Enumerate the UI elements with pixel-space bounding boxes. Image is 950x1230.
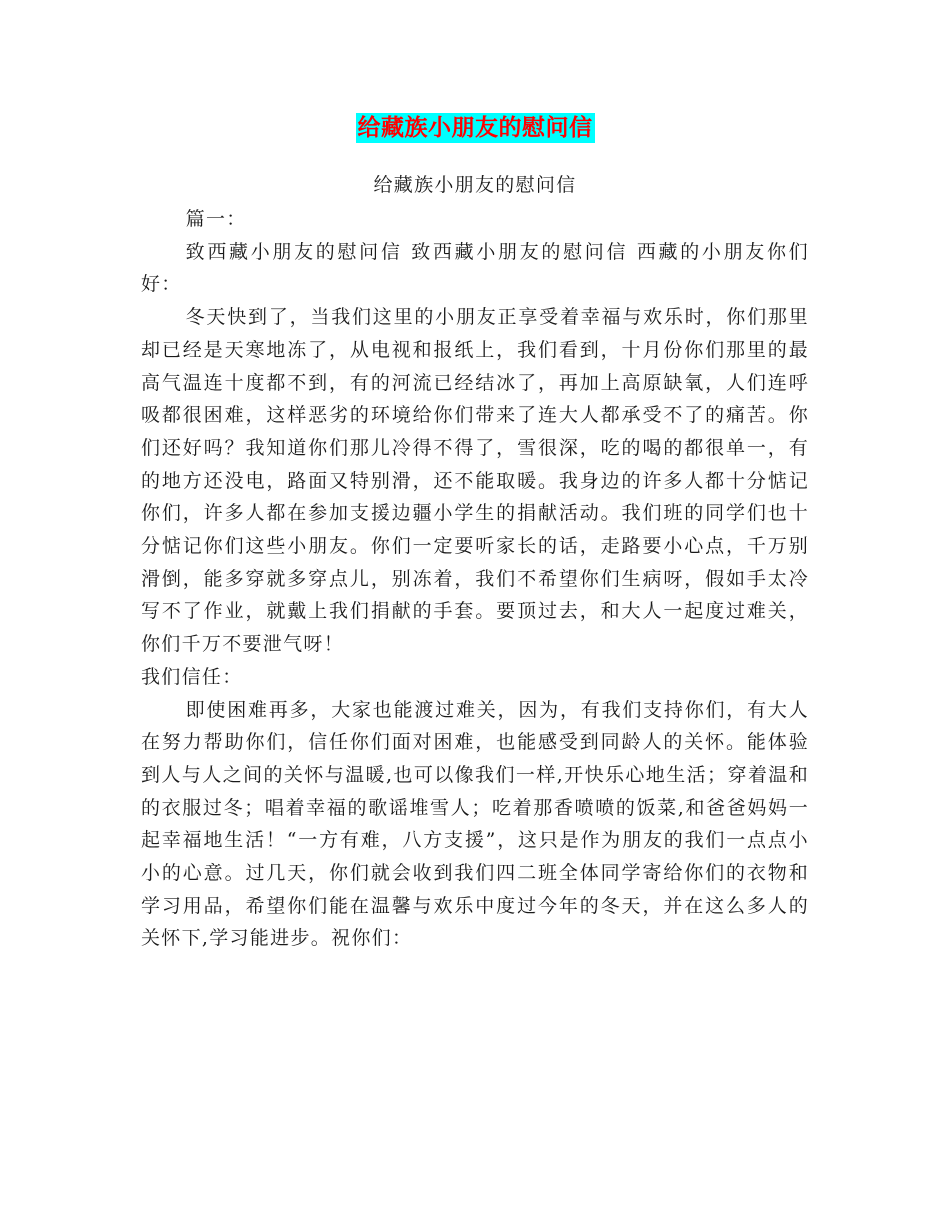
paragraph-section-label: 篇一： (185, 208, 247, 230)
document-title: 给藏族小朋友的慰问信 (357, 114, 593, 141)
paragraph-greeting: 致西藏小朋友的慰问信 致西藏小朋友的慰问信 西藏的小朋友你们好： (141, 240, 809, 296)
title-container (0, 113, 950, 143)
paragraph-trust-heading: 我们信任： (141, 665, 243, 688)
document-body (141, 167, 809, 955)
paragraph-main: 冬天快到了，当我们这里的小朋友正享受着幸福与欢乐时，你们那里却已经是天寒地冻了，从电视和报纸上，我们看到，十月份你们那里的最高气温连十度都不到，有的河流已经结冰了，再加上高原缺氧，人们连呼吸都很困难，这样恶劣的环境给你们带来了连大人都承受不了的痛苦。你们还好吗？我知道你们那儿冷得不得了，雪很深，吃的喝的都很单一，有的地方还没电，路面又特别滑，还不能取暖。我身边的许多人都十分惦记你们，许多人都在参加支援边疆小学生的捐献活动。我们班的同学们也十分惦记你们这些小朋友。你们一定要听家长的话，走路要小心点，千万别滑倒，能多穿就多穿点儿，别冻着，我们不希望你们生病呀，假如手太冷写不了作业，就戴上我们捐献的手套。要顶过去，和大人一起度过难关，你们千万不要泄气呀！ (141, 306, 809, 656)
document-subtitle: 给藏族小朋友的慰问信 (373, 174, 577, 196)
paragraph-closing: 即使困难再多，大家也能渡过难关，因为，有我们支持你们，有大人在努力帮助你们，信任你们面对困难，也能感受到同龄人的关怀。能体验到人与人之间的关怀与温暖,也可以像我们一样,开快乐心地生活；穿着温和的衣服过冬；唱着幸福的歌谣堆雪人；吃着那香喷喷的饭菜,和爸爸妈妈一起幸福地生活！“一方有难，八方支援”，这只是作为朋友的我们一点点小小的心意。过几天，你们就会收到我们四二班全体同学寄给你们的衣物和学习用品，希望你们能在温馨与欢乐中度过今年的冬天，并在这么多人的关怀下,学习能进步。祝你们： (141, 698, 809, 950)
